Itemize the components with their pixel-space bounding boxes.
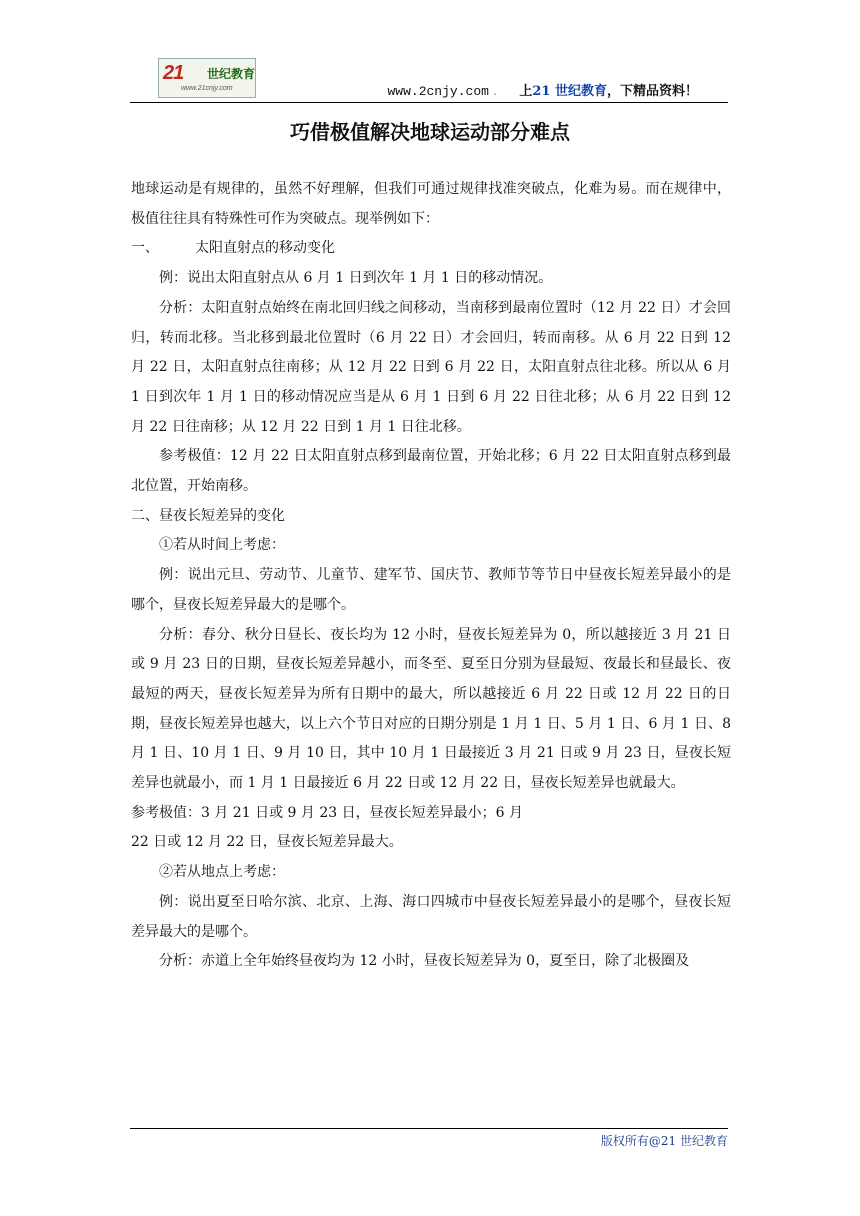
- section-number: 一、: [131, 240, 159, 257]
- footer-divider: [130, 1128, 728, 1129]
- document-body: [131, 175, 731, 977]
- example-paragraph: 例：说出太阳直射点从 6 月 1 日到次年 1 月 1 日的移动情况。: [159, 270, 553, 287]
- site-dot: .: [493, 84, 498, 99]
- section-heading-2: 二、昼夜长短差异的变化: [131, 507, 285, 524]
- logo-url: www.21cnjy.com: [181, 85, 233, 92]
- footer-copyright: 版权所有@21 世纪教育: [600, 1134, 728, 1148]
- slogan-pre: 上: [519, 84, 533, 99]
- header-text: [388, 80, 699, 99]
- analysis-paragraph: 分析：赤道上全年始终昼夜均为 12 小时，昼夜长短差异为 0，夏至日，除了北极圈及: [159, 953, 690, 970]
- analysis-paragraph: 分析：春分、秋分日昼长、夜长均为 12 小时，昼夜长短差异为 0，所以越接近 3 月 21 日或 9 月 23 日的日期，昼夜长短差异越小，而冬至、夏至日分别为昼最短、夜最长和昼最长、夜最短的两天，昼夜长短差异为所有日期中的最大，所以越接近 6 月 22 日或 12 月 22 日的日期，昼夜长短差异也越大，以上六个节日对应的日期分别是 1 月 1 日、5 月 1 日、6 月 1 日、8 月 1 日、10 月 1 日、9 月 10 日，其中 10 月 1 日最接近 3 月 21 日或 9 月 23 日，昼夜长短差异也就最小，而 1 月 1 日最接近 6 月 22 日或 12 月 22 日，昼夜长短差异也就最大。: [131, 626, 731, 792]
- intro-paragraph: 地球运动是有规律的，虽然不好理解，但我们可通过规律找准突破点，化难为易。而在规律中，极值往往具有特殊性可作为突破点。现举例如下：: [131, 181, 731, 227]
- slogan-brand: 21 世纪教育: [532, 84, 607, 99]
- example-paragraph: 例：说出元旦、劳动节、儿童节、建军节、国庆节、教师节等节日中昼夜长短差异最小的是哪个，昼夜长短差异最大的是哪个。: [131, 567, 731, 613]
- reference-paragraph: 参考极值：12 月 22 日太阳直射点移到最南位置，开始北移；6 月 22 日太阳直射点移到最北位置，开始南移。: [131, 448, 731, 495]
- header-slogan: [519, 84, 698, 99]
- document-title: 巧借极值解决地球运动部分难点: [290, 120, 570, 144]
- subsection-heading: ②若从地点上考虑：: [159, 864, 285, 881]
- example-paragraph: 例：说出夏至日哈尔滨、北京、上海、海口四城市中昼夜长短差异最小的是哪个，昼夜长短差异最大的是哪个。: [131, 893, 731, 940]
- subsection-heading: ①若从时间上考虑：: [159, 537, 285, 554]
- logo-text: 世纪教育: [207, 67, 256, 81]
- analysis-paragraph: 分析：太阳直射点始终在南北回归线之间移动，当南移到最南位置时（12 月 22 日）才会回归，转而北移。当北移到最北位置时（6 月 22 日）才会回归，转而南移。从 6 月 22 日到 12 月 22 日，太阳直射点往南移；从 12 月 22 日到 6 月 22 日，太阳直射点往北移。所以从 6 月 1 日到次年 1 月 1 日的移动情况应当是从 6 月 1 日到 6 月 22 日往北移；从 6 月 22 日到 12 月 22 日往南移；从 12 月 22 日到 1 月 1 日往北移。: [131, 299, 731, 435]
- logo-mark: [163, 62, 183, 85]
- page-header: [130, 56, 728, 103]
- reference-paragraph: 参考极值：3 月 21 日或 9 月 23 日，昼夜长短差异最小；6 月: [131, 804, 523, 821]
- reference-paragraph-cont: 22 日或 12 月 22 日，昼夜长短差异最大。: [131, 834, 403, 851]
- logo-mark-text: 21: [163, 62, 184, 84]
- logo: [158, 58, 256, 98]
- site-url[interactable]: www.2cnjy.com: [387, 84, 489, 99]
- section-heading-1: [131, 234, 731, 264]
- slogan-post: ，下精品资料！: [606, 84, 698, 99]
- section-label: 太阳直射点的移动变化: [195, 240, 335, 257]
